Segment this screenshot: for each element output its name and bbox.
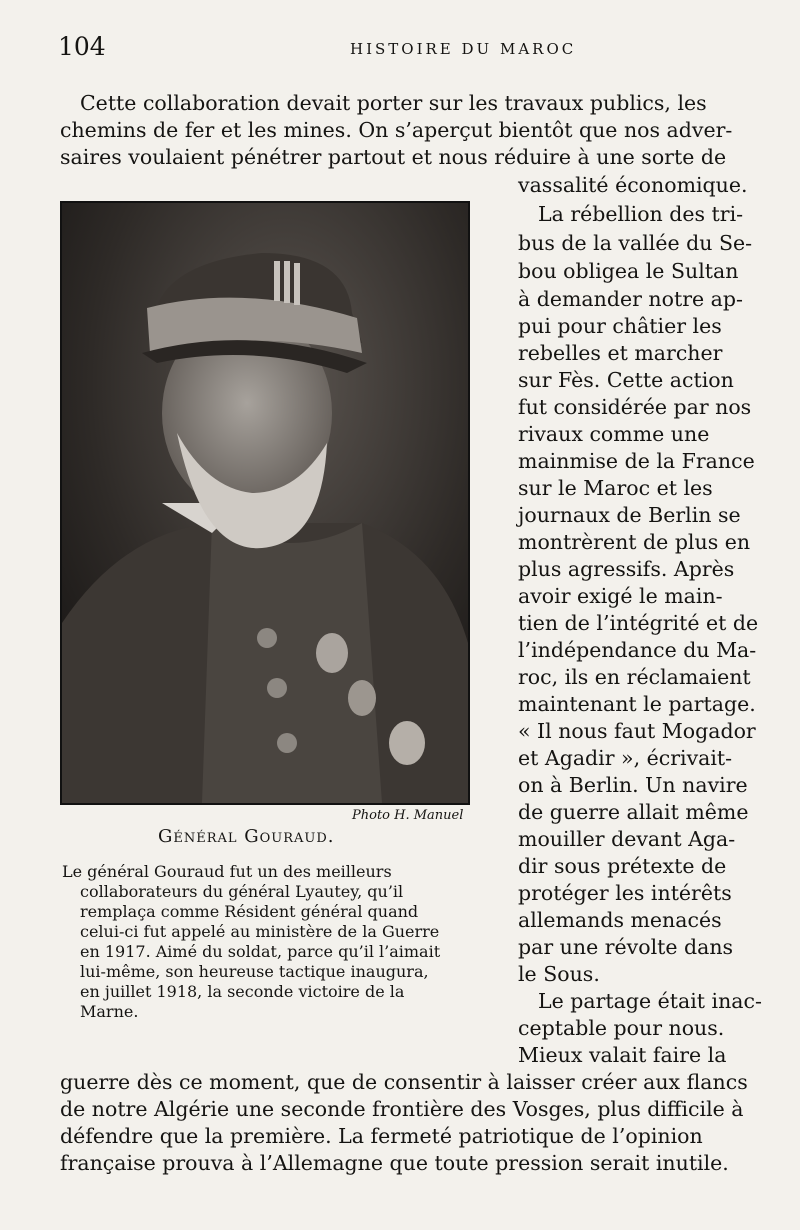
column-line: bus de la vallée du Se- (518, 231, 753, 255)
column-line: plus agressifs. Après (518, 557, 735, 581)
body-line: saires voulaient pénétrer partout et nous réduire à une sorte de (60, 145, 727, 169)
column-line: journaux de Berlin se (518, 503, 741, 527)
column-line: de guerre allait même (518, 800, 749, 824)
column-line: l’indépendance du Ma- (518, 638, 757, 662)
column-line: dir sous prétexte de (518, 854, 727, 878)
running-head: HISTOIRE DU MAROC (350, 40, 577, 58)
column-line: le Sous. (518, 962, 600, 986)
page-header (58, 32, 748, 66)
portrait-photo (60, 201, 470, 805)
caption-line: Marne. (80, 1002, 139, 1021)
caption-line: en 1917. Aimé du soldat, parce qu’il l’aimait (80, 942, 441, 961)
caption-line: Le général Gouraud fut un des meilleurs (62, 862, 392, 881)
column-line: sur le Maroc et les (518, 476, 713, 500)
column-line: mainmise de la France (518, 449, 755, 473)
column-line: on à Berlin. Un navire (518, 773, 748, 797)
column-line: Le partage était inac- (538, 989, 762, 1013)
column-line: par une révolte dans (518, 935, 734, 959)
column-line: Mieux valait faire la (518, 1043, 727, 1067)
body-line: chemins de fer et les mines. On s’aperçut bientôt que nos adver- (60, 118, 733, 142)
column-line: « Il nous faut Mogador (518, 719, 756, 743)
portrait-image (62, 203, 468, 803)
body-line: Cette collaboration devait porter sur les travaux publics, les (80, 91, 707, 115)
caption-line: en juillet 1918, la seconde victoire de la (80, 982, 405, 1001)
caption-line: lui-même, son heureuse tactique inaugura, (80, 962, 429, 981)
column-line: vassalité économique. (518, 173, 748, 197)
caption-line: collaborateurs du général Lyautey, qu’il (80, 882, 404, 901)
caption-line: remplaça comme Résident général quand (80, 902, 419, 921)
column-line: bou obligea le Sultan (518, 259, 739, 283)
body-line: française prouva à l’Allemagne que toute pression serait inutile. (60, 1151, 729, 1175)
column-line: roc, ils en réclamaient (518, 665, 751, 689)
body-line: défendre que la première. La fermeté patriotique de l’opinion (60, 1124, 703, 1148)
body-line: guerre dès ce moment, que de consentir à laisser créer aux flancs (60, 1070, 748, 1094)
column-line: sur Fès. Cette action (518, 368, 734, 392)
column-line: maintenant le partage. (518, 692, 756, 716)
column-line: montrèrent de plus en (518, 530, 751, 554)
photo-credit: Photo H. Manuel (352, 808, 464, 823)
body-line: de notre Algérie une seconde frontière des Vosges, plus difficile à (60, 1097, 744, 1121)
column-line: pui pour châtier les (518, 314, 722, 338)
column-line: avoir exigé le main- (518, 584, 723, 608)
column-line: mouiller devant Aga- (518, 827, 736, 851)
column-line: à demander notre ap- (518, 287, 743, 311)
column-line: rivaux comme une (518, 422, 710, 446)
column-line: protéger les intérêts (518, 881, 732, 905)
column-line: et Agadir », écrivait- (518, 746, 733, 770)
caption-title: Général Gouraud. (158, 826, 335, 847)
page-number: 104 (58, 32, 106, 61)
column-line: La rébellion des tri- (538, 202, 744, 226)
column-line: tien de l’intégrité et de (518, 611, 759, 635)
column-line: allemands menacés (518, 908, 722, 932)
column-line: ceptable pour nous. (518, 1016, 725, 1040)
column-line: rebelles et marcher (518, 341, 723, 365)
column-line: fut considérée par nos (518, 395, 752, 419)
caption-line: celui-ci fut appelé au ministère de la Guerre (80, 922, 440, 941)
